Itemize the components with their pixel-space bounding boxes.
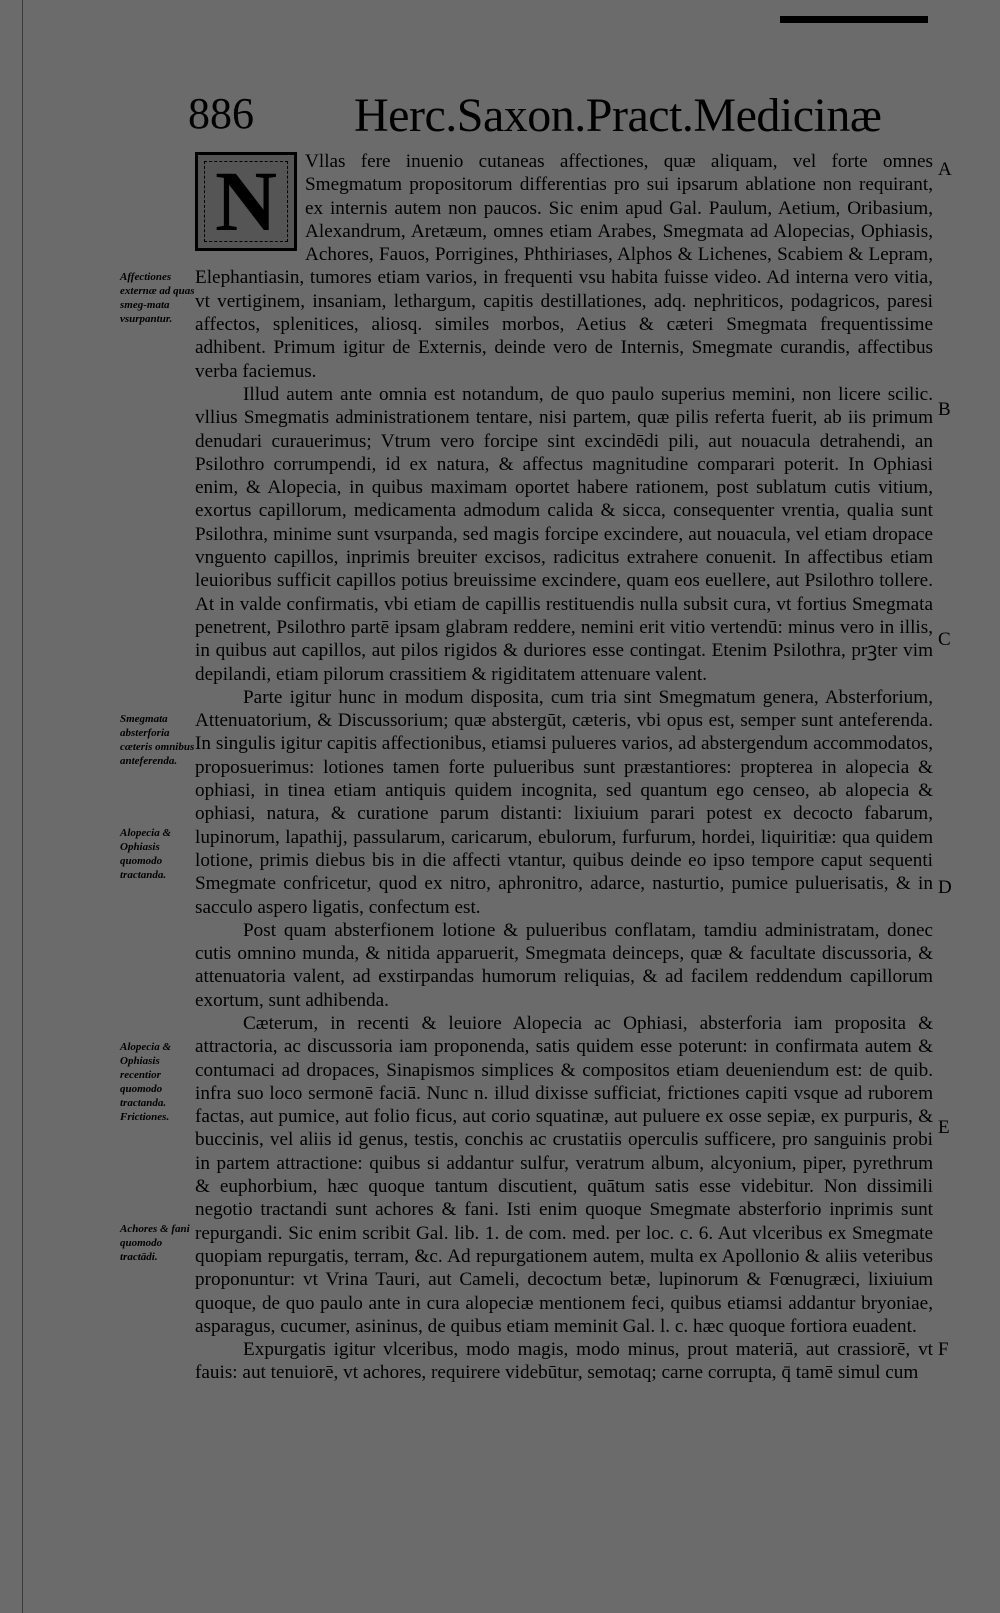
margin-note-1: Affectiones externæ ad quas smeg-mata vsurpantur. [120, 271, 195, 325]
margin-letter-b: B [938, 399, 951, 420]
margin-note-3: Alopecia & Ophiasis quomodo tractanda. [120, 827, 172, 881]
margin-letter-e: E [938, 1117, 950, 1138]
margin-letter-a: A [938, 159, 952, 180]
body-text [195, 150, 933, 1385]
paragraph-3: Parte igitur hunc in modum disposita, cum tria sint Smegmatum genera, Absterforium, Attenuatorium, & Discussorium; quæ abstergūt, cæteris, vbi opus est, semper sunt anteferenda. In singulis igitur capitis affectionibus, etiamsi pulueres varios, ad abstergendum accommodatos, proposuerimus: lotiones tamen forte pulueribus sunt præstantiores: propterea in alopecia & ophiasi, in tinea etiam antiquis quidem incognita, sed quantum ego censeo, ab alopecia & ophiasi, natura, & curatione parum distanti: lixiuium parari potest ex decocto fabarum, lupinorum, lapathij, passularum, caricarum, ebulorum, furfurum, hordei, liquiritiæ: qua quidem lotione, primis diebus bis in die affecti vtantur, quibus deinde eo ipso tempore caput sequenti Smegmate confricetur, quod ex nitro, aphronitro, adarce, nasturtio, pumice puluerisatis, & in sacculo aspero ligatis, confectum est. [195, 686, 933, 918]
paragraph-2: Illud autem ante omnia est notandum, de quo paulo superius memini, non licere scilic. vllius Smegmatis administrationem tentare, nisi partem, quæ pilis referta fuerit, ab iis primum denudari curauerimus; Vtrum vero forcipe sint excindēdi pili, aut nouacula detrahendi, an Psilothro corrumpendi, id ex natura, & affectus magnitudine comparari poterit. In Ophiasi enim, & Alopecia, in quibus maximam oportet habere rationem, post sublatum cutis vitium, exortus capillorum, medicamenta admodum calida & sicca, consequenter vrentia, qualia sunt Psilothra, minime sunt vsurpanda, sed magis forcipe excindere, aut nouacula, vel etiam dropace vnguento capillos, inprimis breuiter excisos, radicitus extrahere conuenit. In affectibus etiam leuioribus sufficit capillos potius breuissime excindere, quam eos euellere, aut Psilothro tollere. At in valde confirmatis, vbi etiam de capillis restituendis nulla subsit cura, vt fortius Smegmata penetrent, Psilothro partē ipsam glabram reddere, nemini erit vitio vertendū: minus vero in illis, in quibus aut capillos, aut pilos rigidos & duriores esse contingat. Etenim Psilothra, prꝫter vim depilandi, etiam pilorum crassitiem & rigiditatem attenuare valent. [195, 383, 933, 685]
margin-note-4: Alopecia & Ophiasis recentior quomodo tractanda. Frictiones. [120, 1041, 172, 1123]
paragraph-1-text: Vllas fere inuenio cutaneas affectiones, quæ aliquam, vel forte omnes Smegmatum propositorum differentias pro sui ipsarum ablatione non requirant, ex internis autem non paucos. Sic enim apud Gal. Paulum, Aetium, Oribasium, Alexandrum, Aretæum, omnes etiam Arabes, Smegmata ad Alopecias, Ophiasis, Achores, Fauos, Porrigines, Phthiriases, Alphos & Lichenes, Scabiem & Lepram, Elephantiasin, tumores etiam varios, in frequenti vsu habita fuisse video. Ad interna vero vitia, vt vertiginem, insaniam, lethargum, capitis destillationes, adq. nephriticos, podagricos, paresi affectos, splenitices, aliosq. similes morbos, Aetius & cæteri Smegmata frequentissime adhibent. Primum igitur de Externis, deinde vero de Internis, Smegmate curandis, affectibus verba faciemus. [195, 151, 933, 382]
decorated-initial: N [195, 152, 297, 251]
top-rule [780, 16, 928, 23]
margin-letter-d: D [938, 877, 952, 898]
margin-note-5: Achores & fani quomodo tractādi. [120, 1223, 190, 1263]
page-edge [0, 0, 23, 1613]
margin-letter-f: F [938, 1339, 949, 1360]
paragraph-5: Cæterum, in recenti & leuiore Alopecia ac Ophiasi, absterforia iam proposita & attractoria, ac discussoria iam proponenda, satis quidem esse poterunt: in confirmata autem & contumaci ad dropaces, Sinapismos simplices & compositos etiam deueniendum est: de quib. infra suo loco sermonē faciā. Nunc n. illud dixisse sufficiat, frictiones capiti vsque ad ruborem factas, aut pumice, aut folio ficus, aut corio squatinæ, aut puluere ex osse sepiæ, ex purpuris, & buccinis, vel aliis id genus, testis, conchis ac crustatiis operculis sufficere, pro sanguinis probi in partem attractione: quibus si addantur sulfur, veratrum album, alcyonium, piper, pyrethrum & euphorbium, hæc quoque tantum discutient, quātum satis esse videbitur. Non dissimili negotio tractandi sunt achores & fani. Isti enim quoque Smegmate absterforio inprimis sunt repurgandi. Sic enim scribit Gal. lib. 1. de com. med. per loc. c. 6. Aut vlceribus ex Smegmate quopiam repurgatis, terram, &c. Ad repurgationem autem, multa ex Apollonio & aliis veteribus proponuntur: vt Vrina Tauri, aut Cameli, decoctum betæ, lupinorum & Fœnugræci, lixiuium quoque, de quo paulo ante in cura alopeciæ mentionem feci, quibus etiamsi addantur bryoniae, asparagus, cucumer, asininus, de quibus etiam meminit Gal. l. c. hæc quoque fortiora euadent. [195, 1012, 933, 1337]
paragraph-1 [195, 150, 933, 383]
margin-letter-c: C [938, 629, 951, 650]
page-number: 886 [188, 89, 254, 138]
paragraph-6: Expurgatis igitur vlceribus, modo magis, modo minus, prout materiā, aut crassiorē, vt fauis: aut tenuiorē, vt achores, requirere videbūtur, semotaq; carne corrupta, q̄ tamē simul cum [195, 1339, 933, 1384]
running-head: Herc.Saxon.Pract.Medicinæ [354, 89, 882, 142]
paragraph-4: Post quam absterfionem lotione & pulueribus conflatam, tamdiu administratam, donec cutis omnino munda, & nitida apparuerit, Smegmata deinceps, quæ & facultate discussoria, & attenuatoria valent, ad exstirpandas humorum reliquias, & ad facilem reddendum capillorum exortum, sunt adhibenda. [195, 919, 933, 1011]
margin-note-2: Smegmata absterforia cæteris omnibus anteferenda. [120, 713, 195, 767]
